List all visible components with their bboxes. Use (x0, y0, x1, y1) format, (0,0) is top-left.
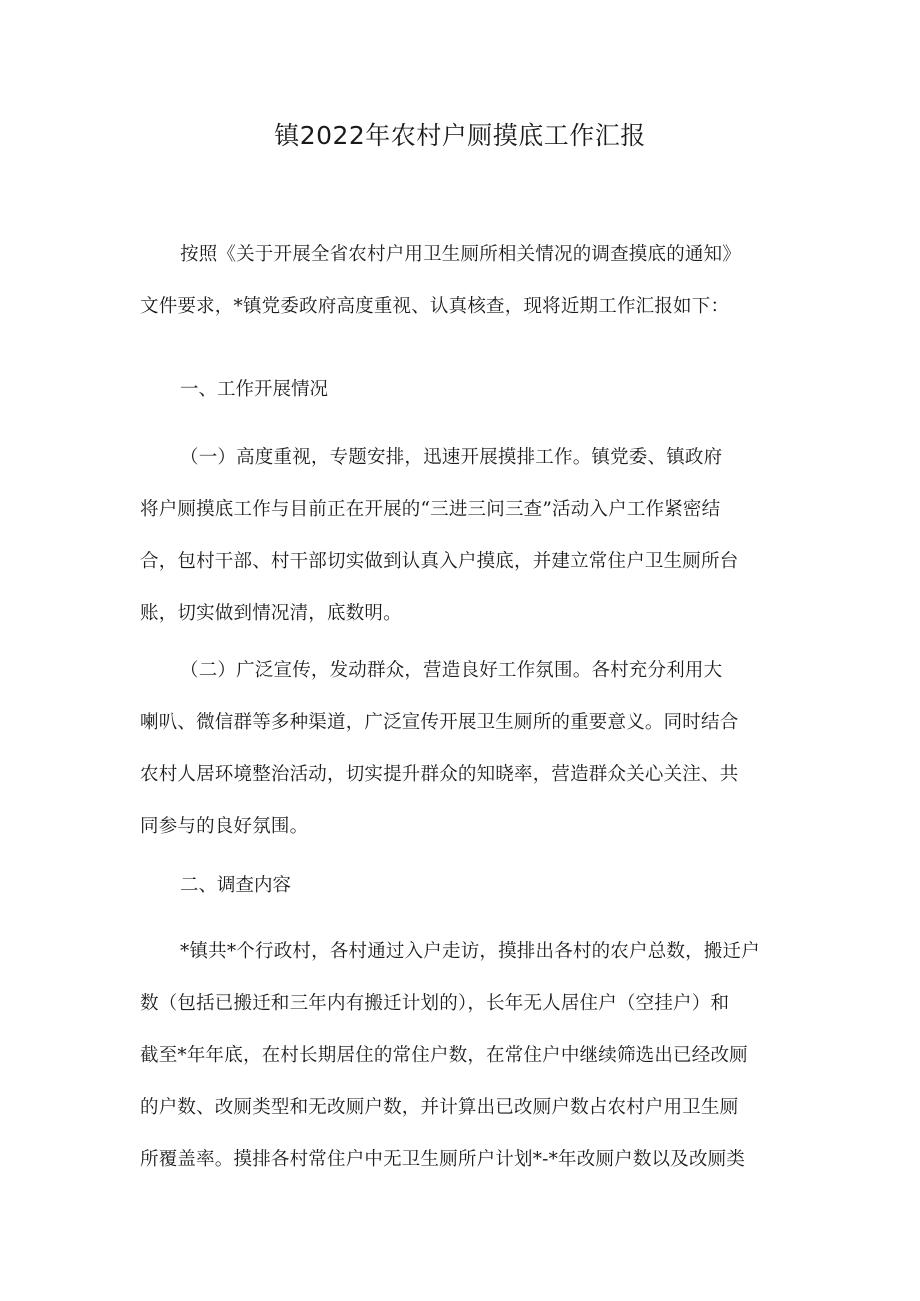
text-line: 农村人居环境整治活动，切实提升群众的知晓率，营造群众关心关注、共 (140, 764, 739, 785)
text-line: 文件要求，*镇党委政府高度重视、认真核查，现将近期工作汇报如下： (140, 296, 730, 317)
section1-paragraph-1 (140, 432, 782, 640)
text-line: 所覆盖率。摸排各村常住户中无卫生厕所户计划*-*年改厕户数以及改厕类 (140, 1149, 746, 1170)
text-line: 同参与的良好氛围。 (140, 816, 309, 837)
document-title: 镇2022年农村户厕摸底工作汇报 (274, 121, 646, 150)
text-line: 喇叭、微信群等多种渠道，广泛宣传开展卫生厕所的重要意义。同时结合 (140, 712, 739, 733)
section2-paragraph-1 (140, 926, 782, 1186)
text-line: 数（包括已搬迁和三年内有搬迁计划的），长年无人居住户（空挂户）和 (140, 993, 730, 1014)
text-line: 按照《关于开展全省农村户用卫生厕所相关情况的调查摸底的通知》 (180, 244, 742, 265)
text-line: （二）广泛宣传，发动群众，营造良好工作氛围。各村充分利用大 (180, 660, 723, 681)
text-line: 账，切实做到情况清，底数明。 (140, 603, 402, 624)
section1-paragraph-2 (140, 645, 782, 853)
section-heading-2: 二、调查内容 (180, 875, 292, 896)
text-line: 合，包村干部、村干部切实做到认真入户摸底，并建立常住户卫生厕所台 (140, 551, 739, 572)
intro-paragraph (140, 229, 782, 333)
text-line: 的户数、改厕类型和无改厕户数，并计算出已改厕户数占农村户用卫生厕 (140, 1097, 739, 1118)
text-line: （一）高度重视，专题安排，迅速开展摸排工作。镇党委、镇政府 (180, 447, 723, 468)
section-heading-1: 一、工作开展情况 (180, 379, 329, 400)
text-line: *镇共*个行政村，各村通过入户走访，摸排出各村的农户总数，搬迁户 (180, 941, 760, 962)
text-line: 截至*年年底，在村长期居住的常住户数，在常住户中继续筛选出已经改厕 (140, 1045, 748, 1066)
text-line: 将户厕摸底工作与目前正在开展的“三进三问三查”活动入户工作紧密结 (140, 499, 721, 520)
